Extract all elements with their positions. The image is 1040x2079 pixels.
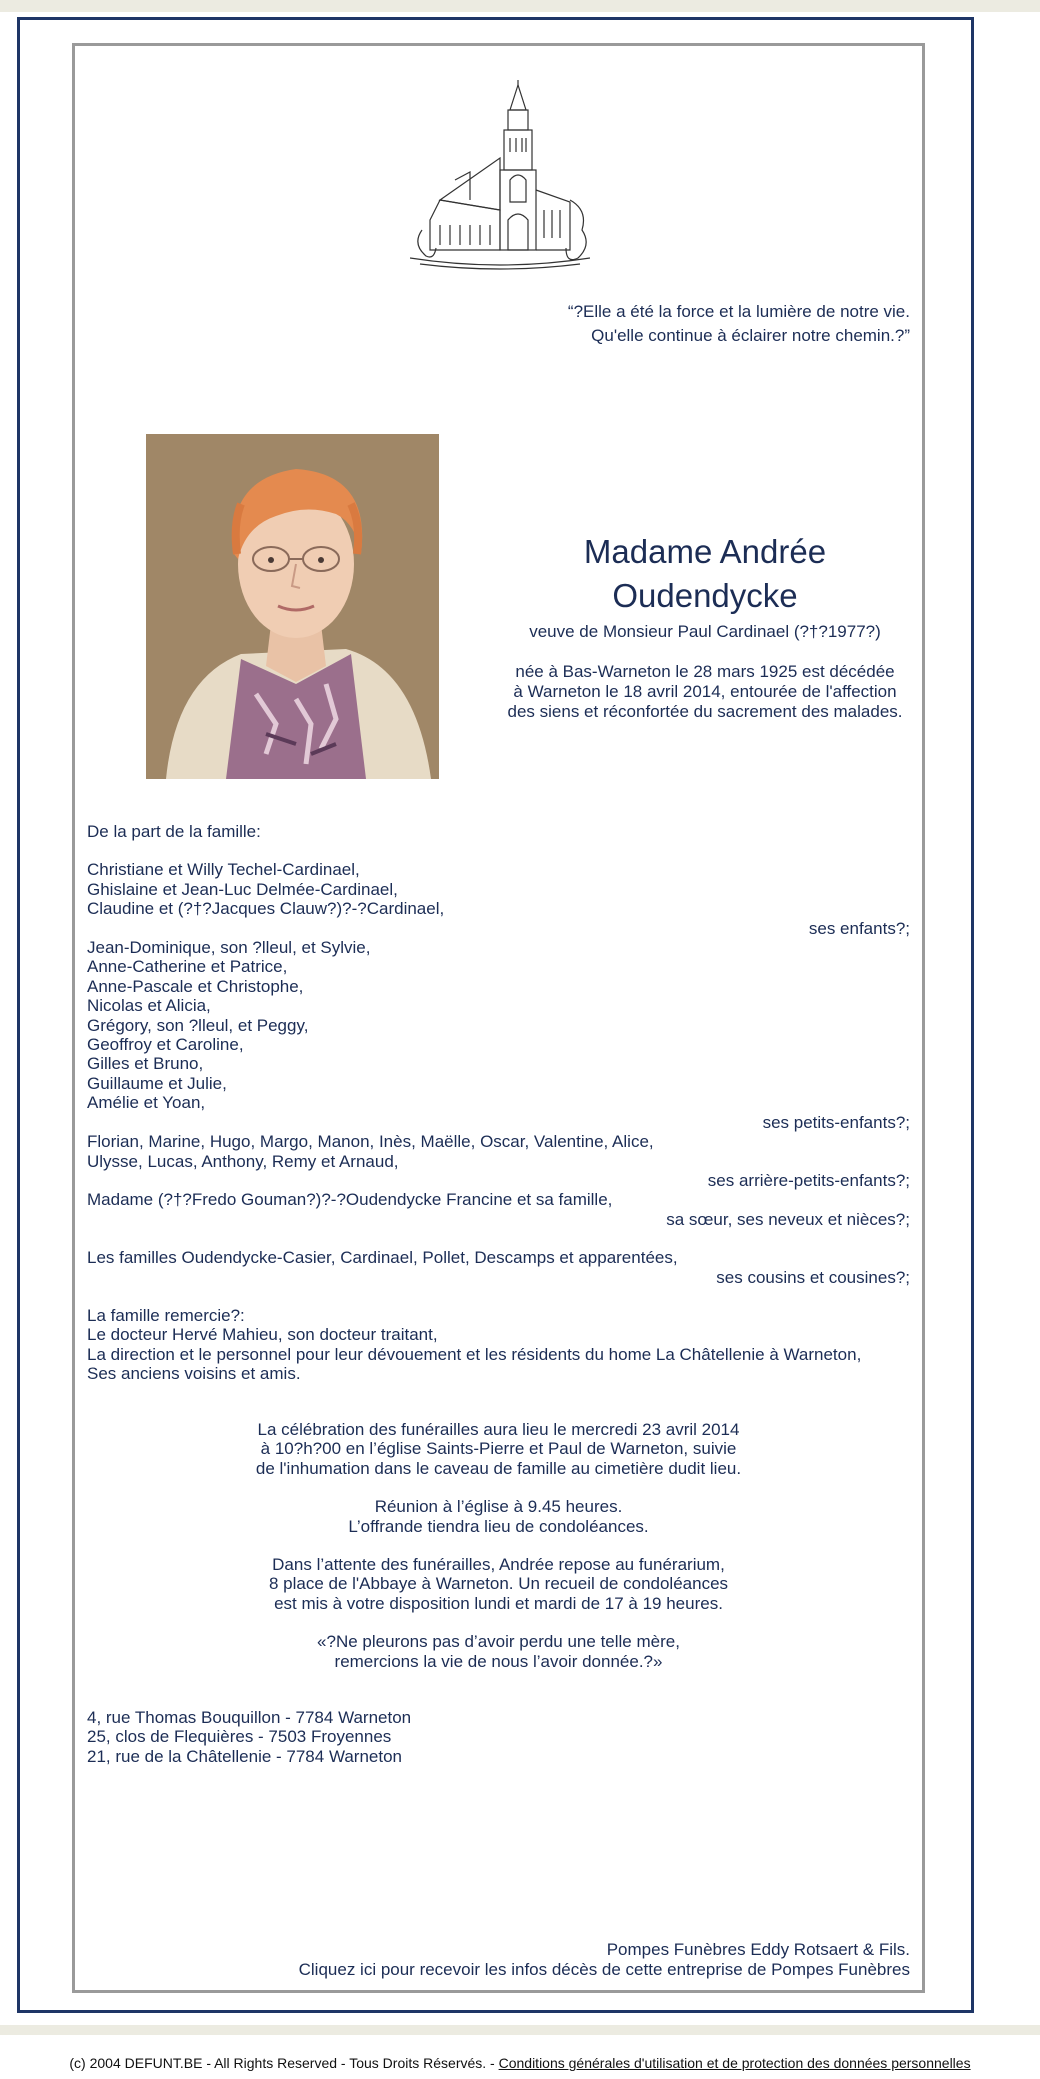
funeral-home-section <box>87 1940 910 1980</box>
grandchild-line: Jean-Dominique, son ?lleul, et Sylvie, <box>87 938 371 958</box>
grandchild-line: Anne-Catherine et Patrice, <box>87 957 288 977</box>
grandchild-line: Grégory, son ?lleul, et Peggy, <box>87 1015 309 1035</box>
great-grandchild-line: Florian, Marine, Hugo, Margo, Manon, Inès, Maëlle, Oscar, Valentine, Alice, <box>87 1132 654 1152</box>
rest-line: Dans l’attente des funérailles, Andrée repose au funérarium, <box>272 1555 725 1575</box>
family-intro: De la part de la famille: <box>87 822 261 841</box>
funeral-line: de l'inhumation dans le caveau de famille au cimetière dudit lieu. <box>255 1458 742 1478</box>
memorial-quote <box>390 300 910 348</box>
child-line: Christiane et Willy Techel-Cardinael, <box>87 860 360 880</box>
deceased-header <box>490 530 920 722</box>
funeral-line: à 10?h?00 en l’église Saints-Pierre et Paul de Warneton, suivie <box>260 1439 737 1459</box>
top-band <box>0 0 1040 12</box>
grandchild-line: Geoffroy et Caroline, <box>87 1035 244 1055</box>
birth-line-1: née à Bas-Warneton le 28 mars 1925 est décédée <box>515 662 895 681</box>
thanks-line: Ses anciens voisins et amis. <box>87 1364 301 1384</box>
birth-death-text <box>490 662 920 722</box>
birth-line-2: à Warneton le 18 avril 2014, entourée de l'affection <box>513 682 897 701</box>
quote-line-1: “?Elle a été la force et la lumière de notre vie. <box>567 302 910 321</box>
rest-line: 8 place de l'Abbaye à Warneton. Un recueil de condoléances <box>268 1574 729 1594</box>
great-grandchildren-label: ses arrière-petits-enfants?; <box>707 1170 910 1190</box>
terms-link[interactable]: Conditions générales d'utilisation et de protection des données personnelles <box>498 2055 971 2071</box>
grandchild-line: Gilles et Bruno, <box>87 1054 204 1074</box>
thanks-intro: La famille remercie?: <box>87 1305 245 1325</box>
closing-line: remercions la vie de nous l’avoir donnée.?» <box>334 1651 663 1671</box>
copyright-text: (c) 2004 DEFUNT.BE - All Rights Reserved - Tous Droits Réservés. - <box>69 2055 499 2071</box>
child-line: Ghislaine et Jean-Luc Delmée-Cardinael, <box>87 879 398 899</box>
grandchild-line: Nicolas et Alicia, <box>87 996 211 1016</box>
address-line: 25, clos de Flequières - 7503 Froyennes <box>87 1727 392 1747</box>
deceased-name: Madame Andrée Oudendycke <box>583 533 827 614</box>
cousins-line: Les familles Oudendycke-Casier, Cardinael, Pollet, Descamps et apparentées, <box>87 1248 678 1268</box>
widow-line: veuve de Monsieur Paul Cardinael (?†?1977?) <box>529 622 881 641</box>
portrait-photo <box>146 434 439 779</box>
sister-line: Madame (?†?Fredo Gouman?)?-?Oudendycke Francine et sa famille, <box>87 1190 613 1210</box>
quote-line-2: Qu'elle continue à éclairer notre chemin.?” <box>591 326 910 345</box>
bottom-band <box>0 2025 1040 2035</box>
rest-line: est mis à votre disposition lundi et mardi de 17 à 19 heures. <box>274 1593 723 1613</box>
grandchildren-label: ses petits-enfants?; <box>762 1112 910 1132</box>
birth-line-3: des siens et réconfortée du sacrement des malades. <box>507 702 903 721</box>
thanks-line: La direction et le personnel pour leur dévouement et les résidents du home La Châtellenie à Warneton, <box>87 1344 862 1364</box>
children-label: ses enfants?; <box>808 918 910 938</box>
grandchild-line: Guillaume et Julie, <box>87 1073 227 1093</box>
thanks-line: Le docteur Hervé Mahieu, son docteur traitant, <box>87 1325 438 1345</box>
meeting-line: Réunion à l’église à 9.45 heures. <box>374 1497 623 1517</box>
sister-label: sa sœur, ses neveux et nièces?; <box>666 1209 910 1229</box>
ceremony-section <box>87 1420 910 1671</box>
grandchild-line: Amélie et Yoan, <box>87 1093 206 1113</box>
great-grandchild-line: Ulysse, Lucas, Anthony, Remy et Arnaud, <box>87 1151 399 1171</box>
footer <box>0 2055 1040 2071</box>
address-line: 21, rue de la Châtellenie - 7784 Warneton <box>87 1746 403 1766</box>
addresses-section <box>87 1708 910 1766</box>
funeral-home-name: Pompes Funèbres Eddy Rotsaert & Fils. <box>606 1940 910 1959</box>
closing-line: «?Ne pleurons pas d’avoir perdu une telle mère, <box>317 1632 680 1652</box>
child-line: Claudine et (?†?Jacques Clauw?)?-?Cardinael, <box>87 899 445 919</box>
church-illustration <box>410 80 590 280</box>
cousins-label: ses cousins et cousines?; <box>716 1267 910 1287</box>
funeral-line: La célébration des funérailles aura lieu le mercredi 23 avril 2014 <box>257 1420 740 1439</box>
funeral-home-link[interactable]: Cliquez ici pour recevoir les infos décès de cette entreprise de Pompes Funèbres <box>298 1960 910 1979</box>
address-line: 4, rue Thomas Bouquillon - 7784 Warneton <box>87 1708 412 1727</box>
meeting-line: L’offrande tiendra lieu de condoléances. <box>348 1516 649 1536</box>
family-section <box>87 822 910 1384</box>
grandchild-line: Anne-Pascale et Christophe, <box>87 976 304 996</box>
